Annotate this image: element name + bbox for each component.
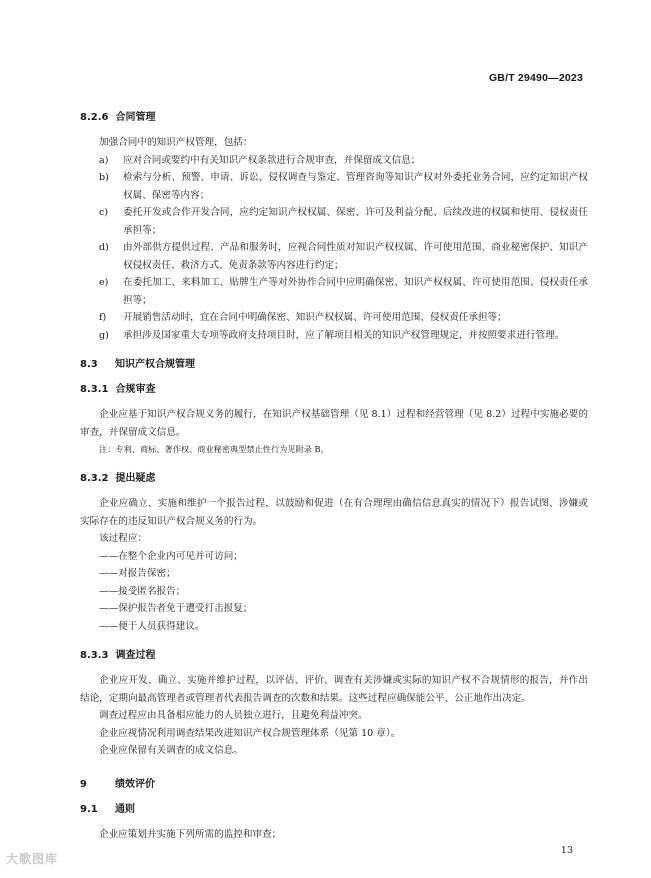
section-number: 9.1 bbox=[80, 803, 98, 815]
dash-item: ——便于人员获得建议。 bbox=[99, 620, 205, 632]
standard-code: GB/T 29490—2023 bbox=[488, 72, 583, 84]
list-item: f) 开展销售活动时，宜在合同中明确保密、知识产权权属、许可使用范围、侵权责任承担等； bbox=[99, 312, 507, 323]
paragraph: 企业应开发、确立、实施并维护过程，以评估、评价、调查有关涉嫌或实际的知识产权不合规情形的报告，并作出结论，定期向最高管理者或管理者代表报告调查的次数和结果。这些过程应确保能公平、公正地作出决定。 bbox=[80, 675, 588, 704]
list-item: d) 由外部供方提供过程、产品和服务时，应视合同性质对知识产权权属、许可使用范围、商业秘密保护、知识产权侵权责任、救济方式、免责条款等内容进行约定； bbox=[99, 242, 588, 271]
dash-item: ——在整个企业内可见并可访问； bbox=[99, 550, 243, 562]
list-item: b) 检索与分析、预警、申请、诉讼、侵权调查与鉴定、管理咨询等知识产权对外委托业务合同，应约定知识产权权属、保密等内容； bbox=[99, 172, 588, 201]
section-8-2-6-heading bbox=[80, 109, 588, 126]
section-title: 绩效评价 bbox=[114, 778, 155, 790]
dash-item: ——保护报告者免于遭受打击报复； bbox=[99, 603, 253, 614]
note: 注：专利、商标、著作权、商业秘密典型禁止性行为见附录 B。 bbox=[99, 444, 329, 454]
list-item: c) 委托开发或合作开发合同，应约定知识产权权属、保密、许可及利益分配、后续改进的权属和使用、侵权责任承担等； bbox=[99, 207, 588, 236]
section-8-3-heading bbox=[80, 356, 588, 373]
section-title: 合同管理 bbox=[115, 112, 156, 123]
list-item: e) 在委托加工、来料加工、贴牌生产等对外协作合同中应明确保密、知识产权权属、许可使用范围、侵权责任承担等； bbox=[99, 277, 588, 306]
watermark: 大歌图库 bbox=[6, 852, 59, 866]
section-title: 合规审查 bbox=[115, 384, 156, 395]
section-number: 8.3 bbox=[80, 359, 98, 370]
section-title: 知识产权合规管理 bbox=[114, 359, 195, 370]
dash-item: ——对报告保密； bbox=[99, 568, 176, 579]
section-number: 8.3.1 bbox=[80, 384, 109, 395]
section-8-3-3-heading bbox=[80, 647, 588, 664]
paragraph: 企业应确立、实施和维护一个报告过程，以鼓励和促进（在有合理理由确信信息真实的情况下）报告试图、涉嫌或实际存在的违反知识产权合规义务的行为。 bbox=[80, 498, 588, 527]
paragraph: 企业应策划并实施下列所需的监控和审查； bbox=[99, 828, 282, 840]
section-9-1-heading bbox=[80, 801, 588, 818]
section-number: 9 bbox=[80, 778, 87, 790]
section-title: 调查过程 bbox=[115, 650, 156, 661]
paragraph: 企业应视情况利用调查结果改进知识产权合规管理体系（见第 10 章）。 bbox=[99, 727, 401, 739]
document-body bbox=[80, 109, 588, 843]
paragraph: 加强合同中的知识产权管理，包括： bbox=[99, 137, 253, 148]
section-title: 通则 bbox=[114, 803, 135, 815]
section-9-heading bbox=[80, 776, 588, 793]
list-item: a) 应对合同或要约中有关知识产权条款进行合规审查，并保留成文信息； bbox=[99, 154, 421, 166]
paragraph: 企业应保留有关调查的成文信息。 bbox=[99, 745, 243, 756]
list-item: g) 承担涉及国家重大专项等政府支持项目时，应了解项目相关的知识产权管理规定，并按照要求进行管理。 bbox=[99, 329, 565, 341]
section-number: 8.2.6 bbox=[80, 112, 109, 123]
paragraph: 调查过程应由具备相应能力的人员独立进行，且避免利益冲突。 bbox=[99, 710, 368, 721]
paragraph: 该过程应： bbox=[99, 533, 147, 544]
paragraph: 企业应基于知识产权合规义务的履行，在知识产权基础管理（见 8.1）过程和经营管理（见 8.2）过程中实施必要的审查，并保留成文信息。 bbox=[80, 409, 588, 438]
page-number: 13 bbox=[560, 845, 573, 856]
section-8-3-2-heading bbox=[80, 470, 588, 487]
dash-item: ——接受匿名报告； bbox=[99, 585, 186, 597]
section-title: 提出疑虑 bbox=[115, 473, 156, 484]
section-8-3-1-heading bbox=[80, 381, 588, 398]
section-number: 8.3.3 bbox=[80, 650, 109, 661]
section-number: 8.3.2 bbox=[80, 473, 109, 484]
